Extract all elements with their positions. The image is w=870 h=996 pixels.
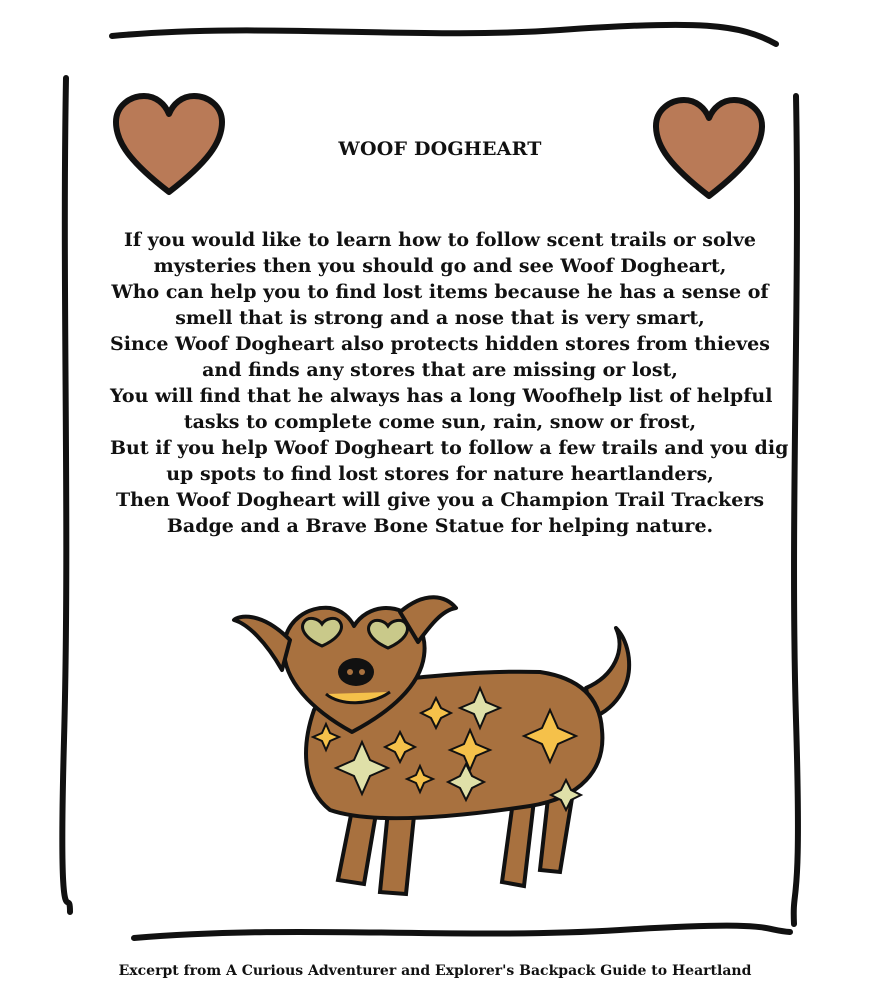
caption: Excerpt from A Curious Adventurer and Explorer's Backpack Guide to Heartland [118, 963, 752, 979]
poem-line: Who can help you to find lost items because he has a sense of [111, 281, 769, 303]
poem-line: You will find that he always has a long Woofhelp list of helpful [110, 385, 773, 407]
frame-bottom-line [134, 926, 790, 938]
dog-ear [234, 617, 290, 670]
dog-illustration [230, 580, 660, 910]
poem-line: and finds any stores that are missing or lost, [202, 359, 678, 381]
poem-line: tasks to complete come sun, rain, snow or frost, [183, 411, 697, 433]
frame-top-line [112, 25, 776, 44]
poem-line: mysteries then you should go and see Woof Dogheart, [153, 255, 727, 277]
poem-line: up spots to find lost stores for nature heartlanders, [166, 463, 714, 485]
poem-line: smell that is strong and a nose that is very smart, [175, 307, 705, 329]
poem-line: Then Woof Dogheart will give you a Champion Trail Trackers [115, 489, 765, 511]
poem-line: But if you help Woof Dogheart to follow a few trails and you dig [110, 437, 789, 459]
poem-line: Badge and a Brave Bone Statue for helping nature. [166, 515, 714, 537]
poem-line: If you would like to learn how to follow scent trails or solve [123, 229, 757, 251]
frame-left-line [62, 78, 70, 912]
dog-nose [338, 658, 374, 686]
frame-right-line [794, 96, 798, 924]
poem-text [110, 227, 789, 539]
poem-line: Since Woof Dogheart also protects hidden stores from thieves [110, 333, 770, 355]
page-title: WOOF DOGHEART [338, 138, 542, 160]
